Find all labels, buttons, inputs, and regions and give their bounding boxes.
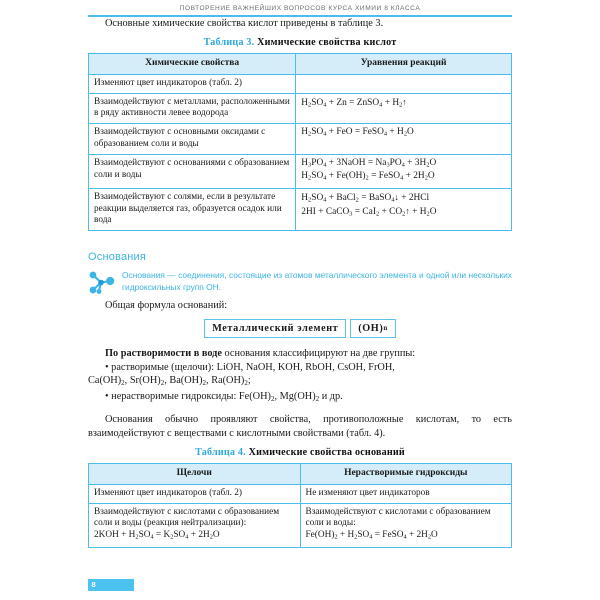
table3-cell-property: Изменяют цвет индикаторов (табл. 2) <box>89 74 296 93</box>
table3-cell-equations <box>296 155 512 189</box>
solubility-lead <box>88 347 512 360</box>
solubility-lead-rest: основания классифицируют на две группы: <box>221 348 416 360</box>
table4-caption <box>88 447 512 458</box>
bullet-soluble-label: • растворимые (щелочи): <box>105 361 217 373</box>
running-head: ПОВТОРЕНИЕ ВАЖНЕЙШИХ ВОПРОСОВ КУРСА ХИМИИ 8 КЛАССА <box>179 5 421 12</box>
formula-box-hydroxide <box>350 319 396 339</box>
solubility-bullet-insoluble: • нерастворимые гидроксиды: $Fe(OH)_2$, $Mg(OH)_2$ и др. <box>105 391 343 403</box>
solubility-lead-bold: По растворимости в воде <box>105 348 222 360</box>
table4-header-insoluble: Нерастворимые гидроксиды <box>300 464 512 485</box>
table3-header-properties: Химические свойства <box>89 54 296 75</box>
intro-paragraph: Основные химические свойства кислот приведены в таблице 3. <box>105 17 384 29</box>
formula-hydroxide-subscript: n <box>383 324 388 332</box>
solubility-bullet-soluble-cont: $Ca(OH)_2$, $Sr(OH)_2$, $Ba(OH)_2$, $Ra(OH)_2$; <box>88 374 251 387</box>
table4-cell-alkali: Изменяют цвет индикаторов (табл. 2) <box>89 484 301 503</box>
table4-header-alkalis: Щелочи <box>89 464 301 485</box>
equation-line: $H_2SO_4$ + BaCl$_2$ = BaSO$_4$↓ + 2HCl <box>301 191 430 204</box>
table-row <box>89 188 512 230</box>
table-chemical-properties-of-acids <box>88 53 512 231</box>
table4-header-row <box>89 464 512 485</box>
table-row <box>89 484 512 503</box>
table4-cell-insoluble: Не изменяют цвет индикаторов <box>300 484 512 503</box>
table3-cell-property: Взаимодействуют с основаниями с образованием соли и воды <box>89 155 296 189</box>
molecule-icon <box>88 271 115 299</box>
page-number-folio: 8 <box>88 579 134 592</box>
definition-block <box>88 270 512 299</box>
table4-caption-number: Таблица 4. <box>195 447 246 459</box>
definition-text: Основания — соединения, состоящие из атомов металлического элемента и одной или нескольких гидроксильных групп ОН. <box>122 270 512 292</box>
solubility-bullet-soluble: • растворимые (щелочи): LiOH, NaOH, KOH, RbOH, CsOH, FrOH, <box>105 361 395 373</box>
table3-caption-number: Таблица 3. <box>203 37 255 48</box>
table3-cell-property: Взаимодействуют с солями, если в результате реакции выделяется газ, образуется осадок или вода <box>89 188 296 230</box>
table-chemical-properties-of-bases <box>88 463 512 548</box>
table-row <box>89 74 512 93</box>
equation-line: $Fe(OH)_2 + H_2SO_4$ = FeSO$_4$ + $2H_2O$ <box>305 529 438 541</box>
equation-line: $2KOH + H_2SO_4 = K_2SO_4 + 2H_2O$ <box>94 529 220 541</box>
table3-cell-equations <box>296 124 512 155</box>
general-formula-diagram <box>88 319 512 339</box>
equation-line: $H_2SO_4 + Zn$ = ZnSO$_4$ + $H_2↑$ <box>301 96 407 109</box>
formula-box-metal-element: Металлический элемент <box>204 319 346 339</box>
table3-header-row <box>89 54 512 75</box>
section-heading-bases: Основания <box>88 251 147 264</box>
table-row <box>89 503 512 547</box>
equation-line: $H_3PO_4$ + 3NaOH = $Na_3PO_4 + 3H_2O$ <box>301 158 437 169</box>
closing-paragraph: Основания обычно проявляют свойства, противоположные кислотам, то есть взаимодействуют с веществами с кислотными свойствами (табл. 4). <box>88 414 512 439</box>
table3-cell-property: Взаимодействуют с металлами, расположенными в ряду активности левее водорода <box>89 93 296 124</box>
table3-cell-equations <box>296 74 512 93</box>
general-formula-label: Общая формула оснований: <box>105 300 228 312</box>
equation-line: 2HI + CaCO$_3$ = $CaI_2 + CO_2↑ + H_2O$ <box>301 206 437 218</box>
table4-insoluble-description: Взаимодействуют с кислотами с образованием соли и воды: <box>305 506 491 529</box>
table-row <box>89 124 512 155</box>
table4-cell-alkali <box>89 503 301 547</box>
table4-cell-insoluble <box>300 503 512 547</box>
table-row <box>89 155 512 189</box>
equation-line: $H_2SO_4 + Fe(OH)_2$ = FeSO$_4$ + $2H_2O$ <box>301 171 435 182</box>
table3-cell-property: Взаимодействуют с основными оксидами с образованием соли и воды <box>89 124 296 155</box>
bullet-insoluble-label: • нерастворимые гидроксиды: <box>105 391 239 403</box>
table3-cell-equations <box>296 188 512 230</box>
solubility-block <box>88 347 512 406</box>
formula-hydroxide-main: (ОН) <box>358 322 384 334</box>
table4-caption-title: Химические свойства оснований <box>248 447 405 459</box>
equation-line: $H_2SO_4$ + FeO = FeSO$_4$ + $H_2O$ <box>301 127 414 138</box>
table3-caption <box>88 37 512 48</box>
table3-header-equations: Уравнения реакций <box>296 54 512 75</box>
table4-alkali-description: Взаимодействуют с кислотами с образованием соли и воды (реакция нейтрализации): <box>94 506 280 529</box>
table3-cell-equations <box>296 93 512 124</box>
table3-caption-title: Химические свойства кислот <box>257 37 397 48</box>
table-row <box>89 93 512 124</box>
